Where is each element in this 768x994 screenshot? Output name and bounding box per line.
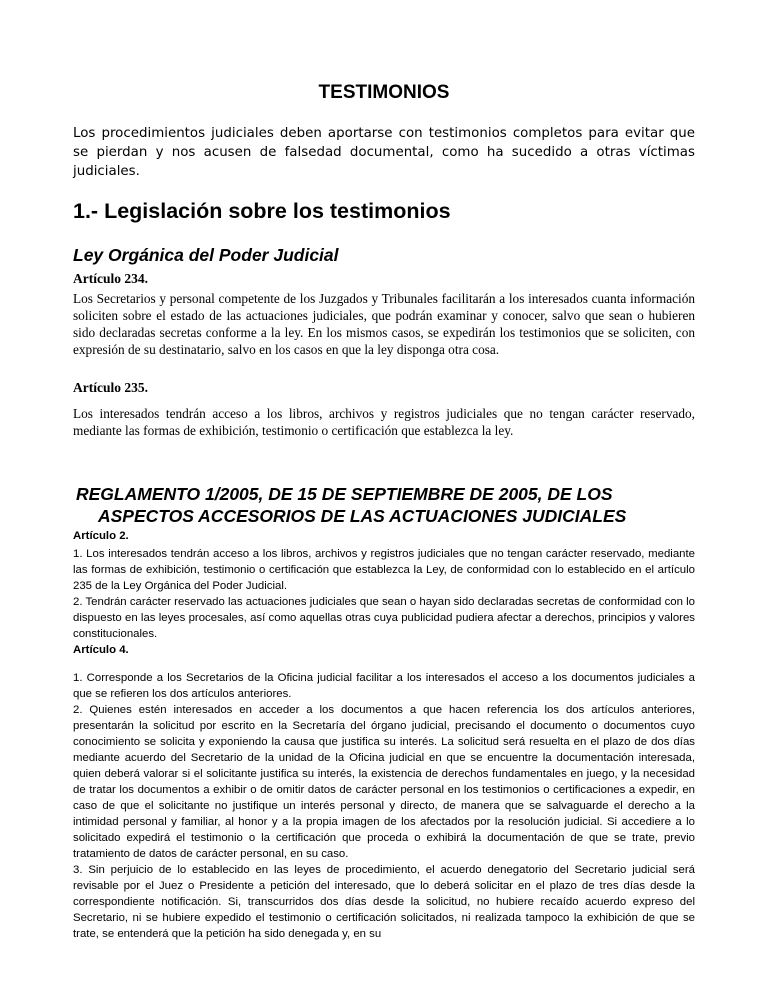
article-2-paragraph-2: 2. Tendrán carácter reservado las actuaciones judiciales que sean o hayan sido declaradas secretas de conformidad con lo dispuesto en las leyes procesales, así como aquellas otras cuya publicidad pudiera afectar a derechos, principios y valores constitucionales.	[73, 596, 695, 640]
article-235-title: Artículo 235.	[73, 380, 148, 395]
intro-paragraph: Los procedimientos judiciales deben aportarse con testimonios completos para evitar que se pierdan y nos acusen de falsedad documental, como ha sucedido a otras víctimas judiciales.	[73, 126, 695, 179]
article-234-text: Los Secretarios y personal competente de los Juzgados y Tribunales facilitarán a los interesados cuanta información soliciten sobre el estado de las actuaciones judiciales, que podrán examinar y conocer, salvo que sean o hubieren sido declaradas secretas conforme a la ley. En los mismos casos, se expedirán los testimonios que se soliciten, con expresión de su destinatario, salvo en los casos en que la ley disponga otra cosa.	[73, 291, 695, 357]
article-4-title: Artículo 4.	[73, 644, 129, 656]
lopj-heading: Ley Orgánica del Poder Judicial	[73, 245, 339, 265]
article-4-paragraph-1: 1. Corresponde a los Secretarios de la Oficina judicial facilitar a los interesados el acceso a los documentos judiciales a que se refieren los dos artículos anteriores.	[73, 672, 695, 700]
article-2-paragraph-1: 1. Los interesados tendrán acceso a los libros, archivos y registros judiciales que no tengan carácter reservado, mediante las formas de exhibición, testimonio o certificación que establezca la Ley, de conformidad con lo establecido en el artículo 235 de la Ley Orgánica del Poder Judicial.	[73, 548, 695, 592]
article-4-paragraph-3: 3. Sin perjuicio de lo establecido en las leyes de procedimiento, el acuerdo denegatorio del Secretario judicial será revisable por el Juez o Presidente a petición del interesado, que lo deberá solicitar en el plazo de tres días desde la correspondiente notificación. Si, transcurridos dos días desde la solicitud, no hubiere recaído acuerdo expreso del Secretario, ni se hubiere expedido el testimonio o certificación solicitados, ni realizada tampoco la exhibición de que se trate, se entenderá que la petición ha sido denegada y, en su	[73, 864, 695, 940]
reglamento-heading-line1: REGLAMENTO 1/2005, DE 15 DE SEPTIEMBRE DE 2005, DE LOS	[76, 484, 613, 504]
article-2-text	[73, 546, 695, 642]
article-2-title: Artículo 2.	[73, 530, 129, 542]
reglamento-heading-line2: ASPECTOS ACCESORIOS DE LAS ACTUACIONES JUDICIALES	[98, 506, 627, 526]
article-235-text: Los interesados tendrán acceso a los libros, archivos y registros judiciales que no tengan carácter reservado, mediante las formas de exhibición, testimonio o certificación que establezca la ley.	[73, 406, 695, 438]
article-4-text	[73, 670, 695, 942]
section-heading-legislacion: 1.- Legislación sobre los testimonios	[73, 199, 451, 223]
article-4-paragraph-2: 2. Quienes estén interesados en acceder a los documentos a que hacen referencia los dos artículos anteriores, presentarán la solicitud por escrito en la Secretaría del órgano judicial, precisando el documento o documentos cuyo conocimiento se solicita y exponiendo la causa que justifica su interés. La solicitud será resuelta en el plazo de dos días mediante acuerdo del Secretario de la unidad de la Oficina judicial en que se encuentre la documentación interesada, quien deberá valorar si el solicitante justifica su interés, la existencia de derechos fundamentales en juego, y la necesidad de tratar los documentos a exhibir o de omitir datos de carácter personal en los testimonios o certificaciones a expedir, en caso de que el solicitante no justifique un interés personal y directo, de manera que se salvaguarde el derecho a la intimidad personal y familiar, al honor y a la propia imagen de los afectados por la resolución judicial. Si accediere a lo solicitado expedirá el testimonio o la certificación que proceda o exhibirá la documentación de que se trate, previo tratamiento de datos de carácter personal, en su caso.	[73, 704, 695, 860]
document-title: TESTIMONIOS	[318, 82, 450, 103]
article-234-title: Artículo 234.	[73, 271, 148, 286]
reglamento-heading	[76, 483, 698, 527]
